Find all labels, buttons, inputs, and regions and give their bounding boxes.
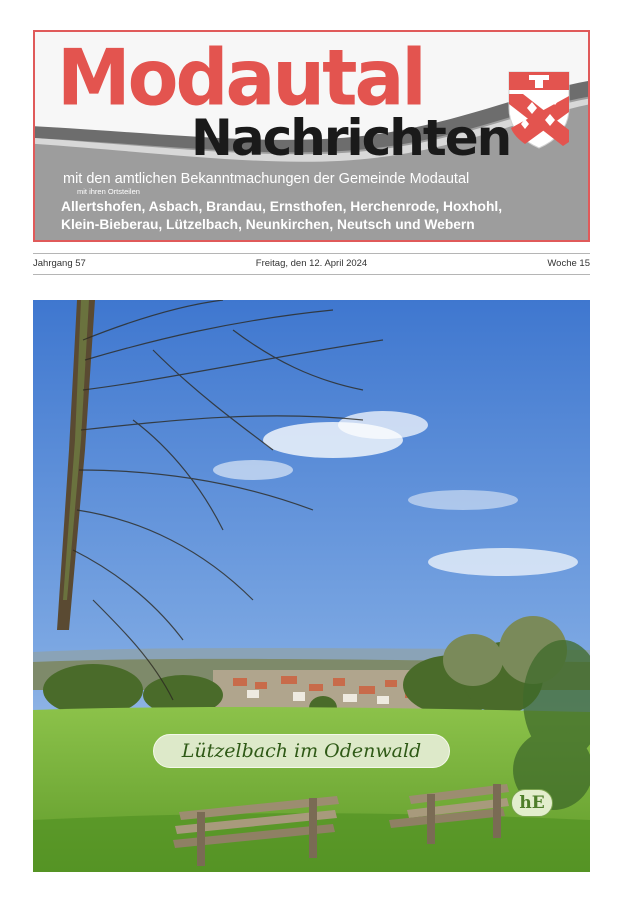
- issue-info-bar: [33, 253, 590, 275]
- masthead-subtitle: mit den amtlichen Bekanntmachungen der Gemeinde Modautal: [63, 171, 470, 187]
- cover-caption: Lützelbach im Odenwald: [153, 734, 450, 768]
- he-logo-badge: hE: [511, 789, 553, 817]
- issue-volume: Jahrgang 57: [33, 258, 86, 269]
- masthead-title-nachrichten: Nachrichten: [191, 109, 511, 167]
- villages-line-2: Klein-Bieberau, Lützelbach, Neunkirchen, Neutsch und Webern: [61, 217, 475, 232]
- coat-of-arms-icon: [505, 68, 573, 150]
- masthead-villages: [61, 198, 502, 234]
- cover-photo: [33, 300, 590, 872]
- villages-line-1: Allertshofen, Asbach, Brandau, Ernsthofen, Herchenrode, Hoxhohl,: [61, 199, 503, 214]
- cover-photo-illustration: [33, 300, 590, 872]
- issue-date: Freitag, den 12. April 2024: [255, 258, 368, 269]
- masthead-title-modautal: Modautal: [57, 33, 424, 124]
- issue-week: Woche 15: [547, 258, 590, 269]
- masthead-subtitle-small: mit ihren Ortsteilen: [77, 187, 140, 196]
- masthead: [33, 30, 590, 242]
